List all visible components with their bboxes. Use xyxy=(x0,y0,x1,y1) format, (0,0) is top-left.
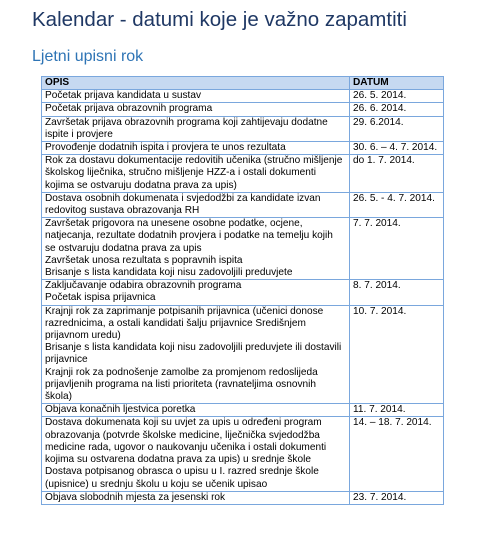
row-description xyxy=(42,280,350,305)
table-row xyxy=(42,280,444,305)
description-line: školskog liječnika, stručno mišljenje HZZ-a i ostali dokumenti xyxy=(45,167,316,179)
table-row xyxy=(42,142,444,155)
description-line: razrednicima, a ostali kandidati šalju prijavnice Središnjem xyxy=(45,317,306,329)
row-date: 26. 5. - 4. 7. 2014. xyxy=(350,192,444,217)
table-row xyxy=(42,116,444,141)
description-line: Dostava dokumenata koji su uvjet za upis u određeni program xyxy=(45,417,322,429)
table-row xyxy=(42,192,444,217)
description-line: Početak ispisa prijavnica xyxy=(45,292,156,304)
row-description xyxy=(42,491,350,504)
description-line: prijavnice xyxy=(45,354,88,366)
row-date: 8. 7. 2014. xyxy=(350,280,444,305)
row-description xyxy=(42,417,350,491)
calendar-table xyxy=(41,76,444,505)
description-line: Krajnji rok za podnošenje zamolbe za promjenom redoslijeda xyxy=(45,366,318,378)
description-line: redovitog sustava obrazovanja RH xyxy=(45,205,200,217)
document-subtitle: Ljetni upisni rok xyxy=(32,48,144,65)
description-line: medicine rada, ugovor o naukovanju učenika i ostali dokumenti xyxy=(45,441,327,453)
row-date: 14. – 18. 7. 2014. xyxy=(350,417,444,491)
row-date: 11. 7. 2014. xyxy=(350,404,444,417)
row-description xyxy=(42,155,350,193)
description-line: Početak prijava kandidata u sustav xyxy=(45,90,201,102)
description-line: ispite i provjere xyxy=(45,128,113,140)
description-line: Završetak prijava obrazovnih programa koji zahtijevaju dodatne xyxy=(45,116,328,128)
description-line: Objava konačnih ljestvica poretka xyxy=(45,404,196,416)
description-line: Završetak unosa rezultata s popravnih ispita xyxy=(45,254,243,266)
row-date: 30. 6. – 4. 7. 2014. xyxy=(350,142,444,155)
row-date: 23. 7. 2014. xyxy=(350,491,444,504)
description-line: obrazovanja (potvrde školske medicine, liječnička svjedodžba xyxy=(45,429,320,441)
table-row xyxy=(42,417,444,491)
header-opis: OPIS xyxy=(42,77,350,90)
description-line: Završetak prigovora na unesene osobne podatke, ocjene, xyxy=(45,218,303,230)
header-datum: DATUM xyxy=(350,77,444,90)
description-line: Rok za dostavu dokumentacije redovitih učenika (stručno mišljenje xyxy=(45,155,343,167)
description-line: kojima su ostvarena dodatna prava za upis) u srednje škole xyxy=(45,454,311,466)
description-line: Brisanje s lista kandidata koji nisu zadovoljili preduvjete xyxy=(45,267,293,279)
table-row xyxy=(42,491,444,504)
description-line: Brisanje s lista kandidata koji nisu zadovoljili preduvjete ili dostavili xyxy=(45,342,342,354)
table-row xyxy=(42,155,444,193)
description-line: Početak prijava obrazovnih programa xyxy=(45,103,213,115)
table-body xyxy=(42,90,444,505)
table-row xyxy=(42,103,444,116)
row-description xyxy=(42,404,350,417)
row-date: 26. 6. 2014. xyxy=(350,103,444,116)
description-line: kojima se ostvaruju dodatna prava za upis) xyxy=(45,179,237,191)
row-description xyxy=(42,116,350,141)
table-row xyxy=(42,90,444,103)
description-line: se ostvaruju dodatna prava za upis xyxy=(45,242,202,254)
row-date: 26. 5. 2014. xyxy=(350,90,444,103)
row-description xyxy=(42,142,350,155)
table-row xyxy=(42,404,444,417)
row-description xyxy=(42,90,350,103)
description-line: natjecanja, rezultate dodatnih provjera i podatke na temelju kojih xyxy=(45,230,333,242)
row-description xyxy=(42,305,350,404)
document-title: Kalendar - datumi koje je važno zapamtiti xyxy=(32,8,407,31)
row-description xyxy=(42,103,350,116)
description-line: Zaključavanje odabira obrazovnih programa xyxy=(45,280,242,292)
row-date: 7. 7. 2014. xyxy=(350,218,444,280)
table-row xyxy=(42,305,444,404)
table-header-row xyxy=(42,77,444,90)
description-line: Krajnji rok za zaprimanje potpisanih prijavnica (učenici donose xyxy=(45,305,324,317)
row-description xyxy=(42,218,350,280)
description-line: (upisnice) u srednju školu u koju se učenik upisao xyxy=(45,478,268,490)
description-line: škola) xyxy=(45,391,72,403)
description-line: Dostava potpisanog obrasca o upisu u I. razred srednje škole xyxy=(45,466,319,478)
row-date: 29. 6.2014. xyxy=(350,116,444,141)
description-line: Provođenje dodatnih ispita i provjera te unos rezultata xyxy=(45,142,286,154)
description-line: prijavljenih programa na listi prioriteta (ravnateljima osnovnih xyxy=(45,378,316,390)
description-line: prijavnom uredu) xyxy=(45,330,121,342)
row-date: do 1. 7. 2014. xyxy=(350,155,444,193)
description-line: Objava slobodnih mjesta za jesenski rok xyxy=(45,491,226,503)
table-row xyxy=(42,218,444,280)
row-date: 10. 7. 2014. xyxy=(350,305,444,404)
description-line: Dostava osobnih dokumenata i svjedodžbi za kandidate izvan xyxy=(45,192,321,204)
row-description xyxy=(42,192,350,217)
